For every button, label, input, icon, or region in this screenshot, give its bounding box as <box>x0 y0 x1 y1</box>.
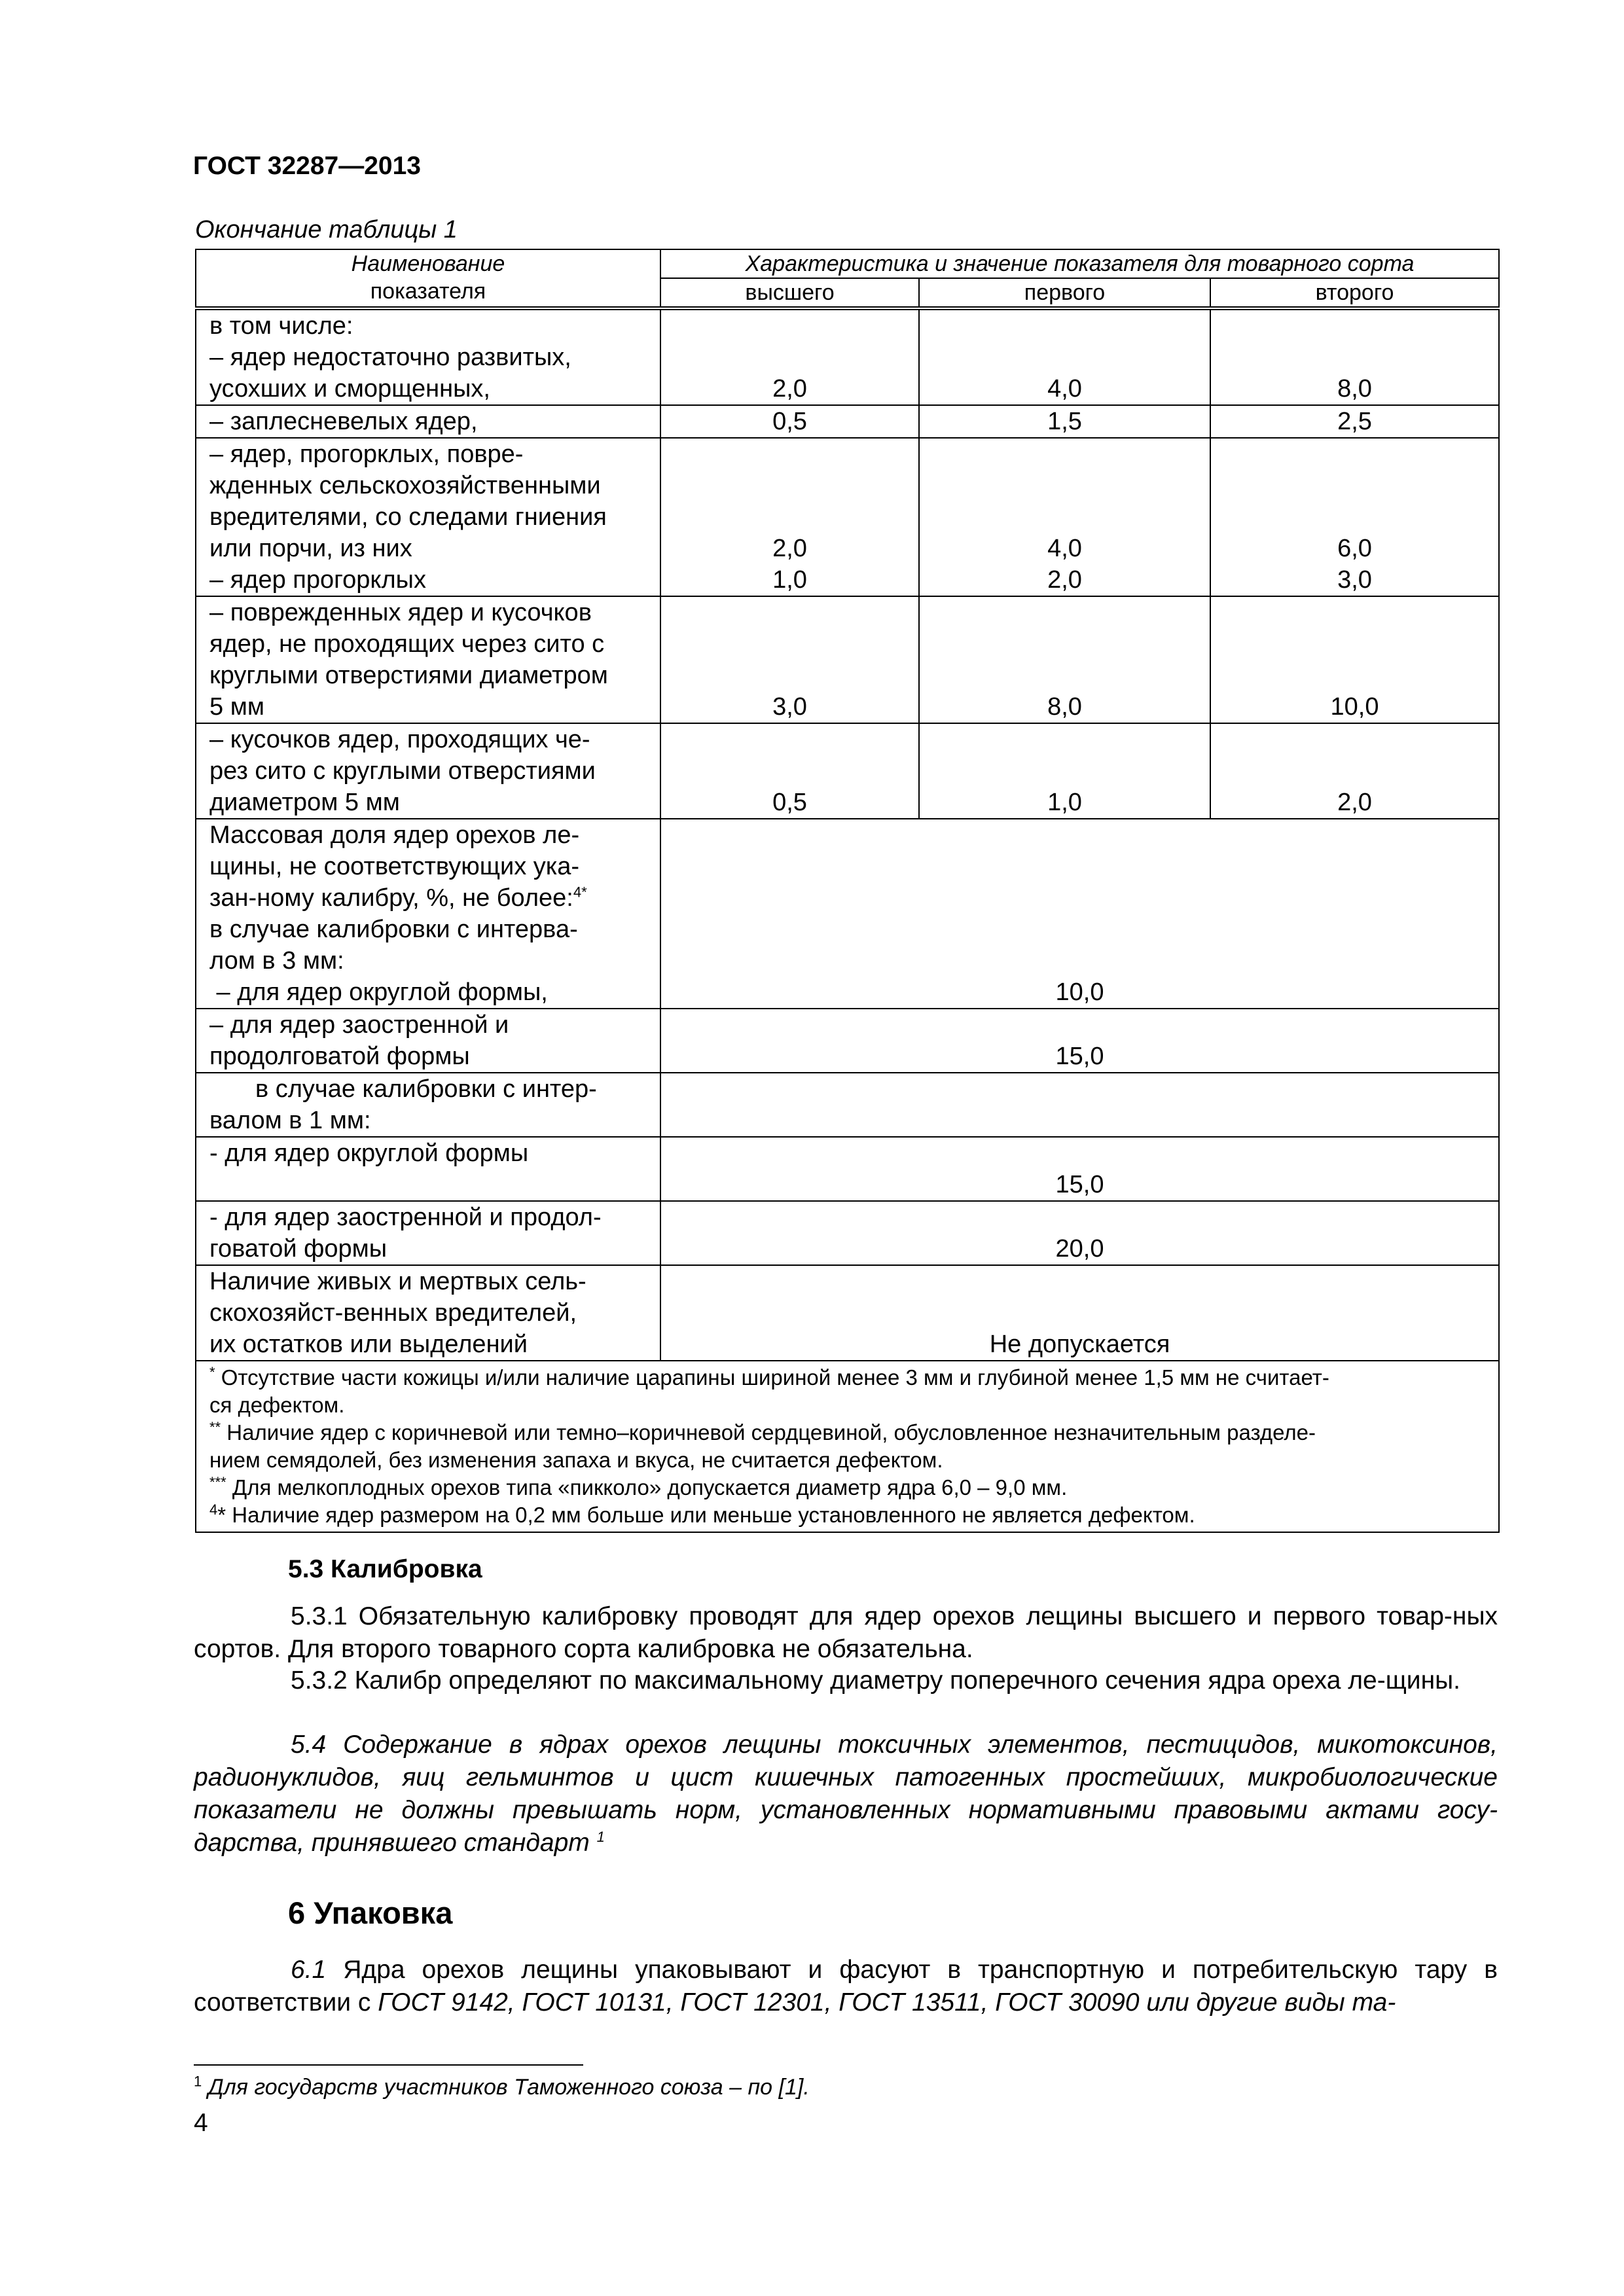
paragraph-5-4 <box>194 1729 1498 1859</box>
note-text: нием семядолей, без изменения запаха и вкуса, не считается дефектом. <box>209 1448 943 1472</box>
table-row <box>196 819 1499 1009</box>
table-row <box>196 405 1499 438</box>
row-name-line: жденных сельскохозяйственными <box>209 472 601 499</box>
table-notes-row <box>196 1361 1499 1532</box>
row-name-line: усохших и сморщенных, <box>209 375 490 403</box>
table-note <box>209 1391 1484 1419</box>
table-row <box>196 1073 1499 1137</box>
note-mark: *** <box>209 1474 226 1490</box>
row-name-line: – ядер прогорклых <box>209 566 426 594</box>
row-name <box>196 438 660 596</box>
header-grade-second: второго <box>1210 278 1499 308</box>
note-text: Наличие ядер с коричневой или темно–коричневой сердцевиной, обусловленное незначительным разделе- <box>221 1420 1316 1444</box>
merged-value: Не допускается <box>660 1265 1499 1361</box>
paragraph-6-1 <box>194 1954 1498 2019</box>
row-name <box>196 1073 660 1137</box>
value-first: 4,0 <box>919 308 1210 405</box>
paragraph-5-3-2: 5.3.2 Калибр определяют по максимальному диаметру поперечного сечения ядра ореха ле-щины. <box>291 1666 1460 1695</box>
merged-value <box>660 1073 1499 1137</box>
section-6-title: 6 Упаковка <box>288 1895 453 1930</box>
value-highest: 0,5 <box>660 723 919 819</box>
row-name-line: - для ядер заостренной и продол- <box>209 1204 602 1231</box>
row-name-line: щины, не соответствующих ука- <box>209 853 580 880</box>
value-first: 1,0 <box>919 723 1210 819</box>
row-name-line: их остатков или выделений <box>209 1331 528 1358</box>
note-text: ся дефектом. <box>209 1393 345 1417</box>
row-name-text: зан-ному калибру, %, не более: <box>209 884 573 912</box>
paragraph-5-3-1: 5.3.1 Обязательную калибровку проводят для ядер орехов лещины высшего и первого товар-ных сортов. Для второго товарного сорта калибровка не обязательна. <box>194 1602 1498 1663</box>
table-note <box>209 1364 1484 1391</box>
header-grade-first: первого <box>919 278 1210 308</box>
row-name-line: в случае калибровки с интер- <box>255 1075 597 1103</box>
row-name-line: диаметром 5 мм <box>209 789 400 816</box>
table-notes <box>196 1361 1499 1532</box>
row-name-line: – ядер недостаточно развитых, <box>209 344 571 371</box>
row-name-line <box>209 882 651 914</box>
row-name-line: говатой формы <box>209 1235 388 1263</box>
paragraph-6-1-number: 6.1 <box>291 1956 327 1984</box>
value-highest: 2,0 1,0 <box>660 438 919 596</box>
row-name-line: скохозяйст-венных вредителей, <box>209 1299 577 1327</box>
row-name-line: - для ядер округлой формы <box>209 1139 529 1167</box>
value-second: 2,5 <box>1210 405 1499 438</box>
row-name-line: 5 мм <box>209 693 264 721</box>
row-name-line: – кусочков ядер, проходящих че- <box>209 726 590 753</box>
table-note <box>209 1446 1484 1474</box>
table-caption: Окончание таблицы 1 <box>195 216 458 243</box>
header-indicator-line2: показателя <box>370 279 486 304</box>
row-name-line: – заплесневелых ядер, <box>209 408 478 435</box>
value-second: 8,0 <box>1210 308 1499 405</box>
section-5-3-title: 5.3 Калибровка <box>288 1555 482 1583</box>
header-grade-highest: высшего <box>660 278 919 308</box>
value-second: 10,0 <box>1210 596 1499 723</box>
table-row <box>196 1265 1499 1361</box>
table-row <box>196 438 1499 596</box>
header-indicator-line1: Наименование <box>351 251 505 276</box>
paragraph-6-1-standards: ГОСТ 9142, ГОСТ 10131, ГОСТ 12301, ГОСТ 13511, ГОСТ 30090 или другие виды та- <box>378 1988 1396 2017</box>
row-name-line: Массовая доля ядер орехов ле- <box>209 821 580 849</box>
row-name <box>196 819 660 1009</box>
table-row <box>196 1201 1499 1265</box>
merged-value: 15,0 <box>660 1009 1499 1073</box>
page-number: 4 <box>194 2109 208 2137</box>
row-name <box>196 1201 660 1265</box>
note-reference: 4* <box>573 884 587 901</box>
value-highest: 0,5 <box>660 405 919 438</box>
value-first: 1,5 <box>919 405 1210 438</box>
header-indicator <box>196 249 660 308</box>
row-name-line: в том числе: <box>209 312 353 340</box>
row-name <box>196 405 660 438</box>
value-second: 6,0 3,0 <box>1210 438 1499 596</box>
row-name-line: рез сито с круглыми отверстиями <box>209 757 596 785</box>
merged-value: 20,0 <box>660 1201 1499 1265</box>
row-name <box>196 723 660 819</box>
merged-value: 10,0 <box>660 819 1499 1009</box>
row-name-line: Наличие живых и мертвых сель- <box>209 1268 586 1295</box>
footnote <box>194 2075 810 2100</box>
note-mark: ** <box>209 1419 221 1435</box>
note-mark: 4 <box>209 1501 218 1518</box>
row-name-line: вредителями, со следами гниения <box>209 503 607 531</box>
row-name-line: лом в 3 мм: <box>209 947 344 975</box>
quality-table <box>195 249 1500 1533</box>
footnote-text: Для государств участников Таможенного союза – по [1]. <box>202 2075 810 2100</box>
value-first: 8,0 <box>919 596 1210 723</box>
note-text: Отсутствие части кожицы и/или наличие царапины шириной менее 3 мм и глубиной менее 1,5 мм не считает- <box>215 1365 1329 1390</box>
row-name <box>196 1009 660 1073</box>
document-header: ГОСТ 32287—2013 <box>193 152 421 180</box>
table-row <box>196 596 1499 723</box>
header-grade-group: Характеристика и значение показателя для товарного сорта <box>660 249 1499 278</box>
value-second: 2,0 <box>1210 723 1499 819</box>
table-note <box>209 1474 1484 1501</box>
row-name-line: или порчи, из них <box>209 535 412 562</box>
value-highest: 2,0 <box>660 308 919 405</box>
merged-value: 15,0 <box>660 1137 1499 1201</box>
value-highest: 3,0 <box>660 596 919 723</box>
table-note <box>209 1419 1484 1446</box>
footnote-mark: 1 <box>194 2073 202 2090</box>
note-text: Для мелкоплодных орехов типа «пикколо» допускается диаметр ядра 6,0 – 9,0 мм. <box>226 1475 1068 1499</box>
table-row <box>196 308 1499 405</box>
table-row <box>196 1137 1499 1201</box>
row-name <box>196 1137 660 1201</box>
row-name-line: валом в 1 мм: <box>209 1107 371 1134</box>
row-name-line: – ядер, прогорклых, повре- <box>209 440 524 468</box>
row-name-line: – для ядер заостренной и <box>209 1011 509 1039</box>
row-name-line: в случае калибровки с интерва- <box>209 916 578 943</box>
note-mark: * <box>209 1364 215 1380</box>
row-name-line: – поврежденных ядер и кусочков <box>209 599 592 626</box>
table-row <box>196 1009 1499 1073</box>
row-name-line: продолговатой формы <box>209 1043 470 1070</box>
row-name <box>196 596 660 723</box>
table-note <box>209 1501 1484 1529</box>
paragraph-6-1-text: Ядра орехов лещины упаковывают и фасуют в транспортную и потребительскую тару в соответствии с <box>194 1956 1498 2017</box>
row-name-line: круглыми отверстиями диаметром <box>209 662 608 689</box>
note-text: * Наличие ядер размером на 0,2 мм больше или меньше установленного не является дефектом. <box>217 1503 1195 1527</box>
row-name <box>196 1265 660 1361</box>
paragraph-5-4-text: 5.4 Содержание в ядрах орехов лещины токсичных элементов, пестицидов, микотоксинов, радионуклидов, яиц гельминтов и цист кишечных патогенных простейших, микробиологические показатели не должны превышать норм, установленных нормативными правовыми актами госу-дарства, принявшего стандарт <box>194 1731 1498 1857</box>
footnote-separator <box>194 2064 583 2066</box>
value-first: 4,0 2,0 <box>919 438 1210 596</box>
row-name-line: – для ядер округлой формы, <box>209 978 548 1006</box>
row-name <box>196 308 660 405</box>
footnote-reference: 1 <box>596 1829 605 1845</box>
table-row <box>196 723 1499 819</box>
row-name-line: ядер, не проходящих через сито с <box>209 630 605 658</box>
